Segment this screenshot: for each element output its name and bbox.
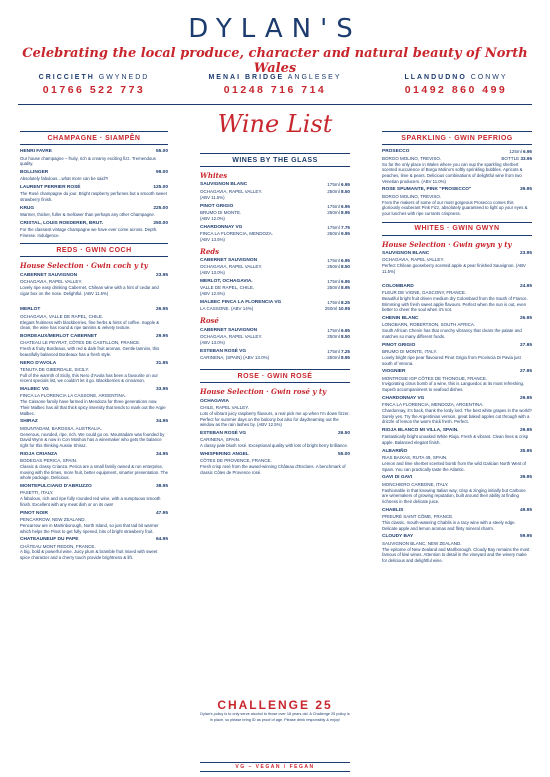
challenge-25-notice: CHALLENGE 25 Dylan's policy is to only serve alcohol to those over 18 years old. A Challenge 25 policy is in place, so please bring ID as proof of age. Please drink responsibly & enjoy! [200,698,350,722]
rose-list [200,399,350,476]
list-item: CRISTAL, LOUIS ROEDERER, BRUT. 250.00 For the classiest vintage champagne we have ever come across. Depth. Finesse. Indulgence. [20,220,168,238]
section-heading-whites: WHITES · GWIN GWYN [382,222,532,236]
list-item: CLOUDY BAY 59.95 SAUVIGNON BLANC, NEW ZEALAND. The epitome of New Zealand and Marlborough. Cloudy Bay remains the most famous of kiwi wines. Attention to detail in the vineyard and the winery make for delicious and delightful wine. [382,534,532,563]
glass-item: CABERNET SAUVIGNON 175ml 6.95 OCHAGAVIA, RAPEL VALLEY. 250ml 8.50 (ABV 13.0%) [200,257,350,276]
reds-label: Reds [200,246,220,256]
divider [18,104,532,105]
glass-rose-list [200,328,350,361]
vegan-key: VG – VEGAN / FEGAN [200,762,350,772]
house-selection-heading: House Selection · Gwin gwyn y ty [382,239,512,249]
page-title: Wine List [217,110,333,138]
list-item: SHIRAZ 34.95 MOUNTADAM, BAROSSA, AUSTRALIA. Generous, rounded, ripe, rich. We could go on. Mountadam was founded by David Wynn & now in Con Moshos has a winemaker who gets the balance right for this thinking Aussie Shiraz. [20,419,168,449]
location-menai-bridge: MENAI BRIDGE ANGLESEY 01248 716 714 [195,74,355,96]
list-item: COLOMBARD 24.95 FLEUR DE VIGNE, GASCONY, FRANCE. Beautiful bright fruit driven medium dry Colombard from the South of France. Brimming with fresh sweet apple flavours. Perfect when the sun is out, even better to cheer the soul when it's not. [382,283,532,313]
list-item: CHATEAUNEUF DU PAPE 64.95 CHÂTEAU MONT REDON, FRANCE. A big, bold & powerful wine. Juicy plum & bramble fruit mixed with sweet spice character and a cherry touch provide brightness & lift. [20,537,168,561]
reds-list [20,307,168,561]
list-item: HENRI FAVRE 55.00 Our house champagne – fruity, rich & creamy exciting fizz. Tremendous quality. [20,149,168,167]
list-item: CHABLIS 49.95 PRIEURÉ SAINT CÔME, FRANCE. This classic, mouth-watering Chablis is a racy wine with a steely edge. Delicate apple and lemon aromas and flinty mineral charm. [382,507,532,531]
list-item: BOLLINGER 99.00 Absolutely fabulous…what more can be said?! [20,169,168,182]
list-item: CABERNET SAUVIGNON 23.95 OCHAGAVIA, RAPEL VALLEY. Lovely ripe easy drinking Cabernet, Chilean wine with a hint of cedar and cigar box on the nose. Delightful. (ABV 11.5%) [20,272,168,296]
phone-number[interactable]: 01766 522 773 [42,84,146,96]
list-item: MALBEC VG 33.95 FINCA LA FLORENCIA LA CASSONE, ARGENTINA. The Cassone family have farmed in Mendoza for three generations now. Their Malbec has all that thick spicy intensity that tends to mark out the Argie Malbec. [20,387,168,416]
center-column [200,150,350,478]
phone-number[interactable]: 01248 716 714 [223,84,327,96]
list-item: PINOT GRIGIO 27.95 BRUMO DI MONTE, ITALY. Lovely bright ripe pear flavoured Pinot Grigio from Provincia Di Pavia just south of Verona. [382,342,532,366]
list-item: VIOGNIER 27.95 MONTROSE IGP CÔTES DE THONGUE, FRANCE. Invigorating citrus bomb of a wine, this is Languedoc at its most refreshing. Superb accompaniment to seafood dishes. [382,369,532,393]
house-selection-heading: House Selection · Gwin rosé y ty [200,387,327,397]
location-criccieth: CRICCIETH GWYNEDD 01766 522 773 [14,74,174,96]
list-item: RIOJA CRIANZA 34.95 BODEGAS PERICA, SPAIN. Classic & classy Crianza. Perica are a small family owned & run enterprise, moving with the times, more fruit, better equipment, smarter presentation. The whole package. Delicious. [20,451,168,481]
list-item: MERLOT 26.95 OCHAGAVIA, VALLE DE RAPEL, CHILE. Elegant fruitiness with blackberries, fine herbs & hints of coffee. Supple & clean, the wine has round & ripe tannins & velvety texture. [20,307,168,331]
glass-reds-list [200,258,350,313]
list-item: KRUG 225.00 Warmer, thicker, fuller & mellower than perhaps any other Champagne. [20,205,168,217]
section-heading-rose: ROSE · GWIN ROSÉ [200,369,350,383]
left-column [20,128,168,564]
glass-item: PINOT GRIGIO 175ml 6.95 BRUMO DI MONTE. 250ml 8.95 (ABV 12.0%) [200,203,350,221]
section-heading-sparkling: SPARKLING · GWIN PEFRIOG [382,131,532,145]
right-column [382,128,532,567]
glass-item: CHARDONNAY VG 175ml 7.75 FINCA LA FLORENCIA, MENDOZA. 250ml 9.95 (ABV 13.5%) [200,224,350,242]
list-item: MONTEPULCIANO D'ABRUZZO 38.95 PASETTI, ITALY. A fabulous, rich and ripe fully rounded red wine, with a sumptuous smooth finish. Excellent with any meat dish or on its own! [20,484,168,507]
list-item: OCHAGAVIA CHILE, RAPEL VALLEY. Lots of vibrant juicy raspberry flavours, a real pick me up when I'm down fizzer. Perfect for summer days on the balcony but also for daydreaming out the window as the rain lashes by. (ABV 12.5%) [200,398,350,428]
champagne-list [20,149,168,238]
tagline: Celebrating the local produce, character and natural beauty of North Wales [22,46,528,76]
list-item: LAURENT PERRIER ROSÉ 125.00 The Rosé champagne du jour. Bright raspberry perfumes but a smooth sweet strawberry finish. [20,184,168,202]
list-item: ROSE SPUMANTE, PINK "PROSECCO" 39.95 BORGO MOLINO, TREVISO. From the makers of some of our most gorgeous Prosecco comes this gloriously exuberant Pink Fizz, absolutely guaranteed to light up your eyes & your lunches with ripe currants crispness. [382,187,532,216]
glass-item: CABERNET SAUVIGNON 175ml 6.95 OCHAGAVIA, RAPEL VALLEY. 250ml 8.50 (ABV 13.0%) [200,327,350,346]
list-item: NERO D'AVOLA 31.95 TENUTA DE GIBERDALE, SICILY. Full of the warmth of Sicily, this Nero d'Avola has been a favourite on our recent specials list, we couldn't let it go. Blackberries & cinnamon. [20,360,168,384]
glass-item: ESTEBAN ROSÉ VG 175ml 7.25 CARINENA, (SPAIN) (ABV 13.0%) 250ml 8.95 [200,348,350,361]
list-item: BORDEAUX/MERLOT CABERNET 29.95 CHATEAU LE PEYRAT, CÔTES DE CASTILLON, FRANCE. Fresh & fruity Bordeaux, with red & dark fruit aromas. Gentle tannins, this beautifully balanced Bordeaux has a fresh style. [20,333,168,357]
house-selection-heading: House Selection · Gwin coch y ty [20,261,148,271]
section-heading-reds: REDS · GWIN COCH [20,243,168,257]
rose-label: Rosé [200,316,219,326]
list-item: PROSECCO 125ml 6.95 BORGO MOLINO, TREVISO. BOTTLE 33.95 So far the only place in Wales where you can sup the sparkling sherbert scented succulence of Borgo Molino's softly sprinkling bubbles. Apricots & peaches, lime & pears. Delicious combinations of delightful wine from two Venetian producers. (ABV 11.0%) [382,149,532,184]
brand-logo: DYLAN'S [188,14,362,44]
list-item: ESTEBAN ROSÉ VG 26.50 CARINENA, SPAIN. A classy pale blush rosé. Exceptional quality with lots of bright berry brilliance. [200,430,350,449]
section-heading-champagne: CHAMPAGNE · SIAMPÊN [20,131,168,145]
glass-whites-list [200,182,350,242]
glass-item: MERLOT, OCHAGAVIA. 175ml 6.95 VALLE DE RAPEL, CHILE. 250ml 8.95 (ABV 12.5%) [200,278,350,297]
location-llandudno: LLANDUDNO CONWY 01492 860 499 [376,74,536,96]
list-item: ALBARIÑO 35.95 RIAS BAIXAS, RUTA 49, SPAIN. Lemon and lime sherbet scented bomb from the wild Galician North West of Spain. You can practically taste the Atlantic. [382,448,532,472]
list-item: CHENIN BLANC 26.95 LONGBARN, ROBERTSON, SOUTH AFRICA. South African Chenin has that crunchy vibrancy that clears the palate and matches so many different foods. [382,315,532,339]
whites-label: Whites [200,171,228,181]
list-item: PINOT NOIR 47.95 PENCARROW, NEW ZEALAND. Pencarrow are in Martinborough, North Island, so just that tad bit warmer which helps the Pinot to get fully ripened, bits of bright strawberry fruit. [20,510,168,534]
list-item: SAUVIGNON BLANC 23.95 OCHAGAVIA, RAPEL VALLEY. Perfect Chilean gooseberry scented apple & pear finished Sauvignon. (ABV 11.5%) [382,251,532,274]
glass-item: MALBEC FINCA LA FLORENCIA VG 175ml 8.25 LA CASSONE. (ABV 14%) 250ml 10.95 [200,300,350,312]
glass-item: SAUVIGNON BLANC 175ml 6.95 OCHAGAVIA, RAPEL VALLEY. 250ml 8.50 (ABV 11.5%) [200,182,350,200]
list-item: WHISPERING ANGEL 55.00 CÔTES DE PROVENCE, FRANCE. Fresh crisp rosé from the award-winning Château d'Esclans. A benchmark of classic Côtes de Provence rosé. [200,451,350,475]
list-item: GAVI DI GAVI 39.95 MONCHIERO CARBONE, ITALY. Fashionable in that knowing Italian way, crisp & zinging initially but Carbone are winemakers of growing reputation, built around their ability at finding richness in their delicate juice. [382,475,532,504]
whites-list [382,284,532,564]
section-heading-glass: WINES BY THE GLASS [200,153,350,167]
phone-number[interactable]: 01492 860 499 [404,84,508,96]
list-item: RIOJA BLANCO MI VILLA, SPAIN. 29.95 Fantastically bright unoaked White Rioja. Fresh & vibrant. Clean lines & crisp apple. Balanced elegant finish. [382,428,532,446]
list-item: CHARDONNAY VG 29.95 FINCA LA FLORENCIA, MENDOZA, ARGENTINA. Chardonnay, it's back, thank the lordy lord. The best white grapes in the world? Surely yes. Try the Argentinian version, great baked apples cut through with a drizzle of lemon the warm thick fresh. Perfect. [382,395,532,425]
